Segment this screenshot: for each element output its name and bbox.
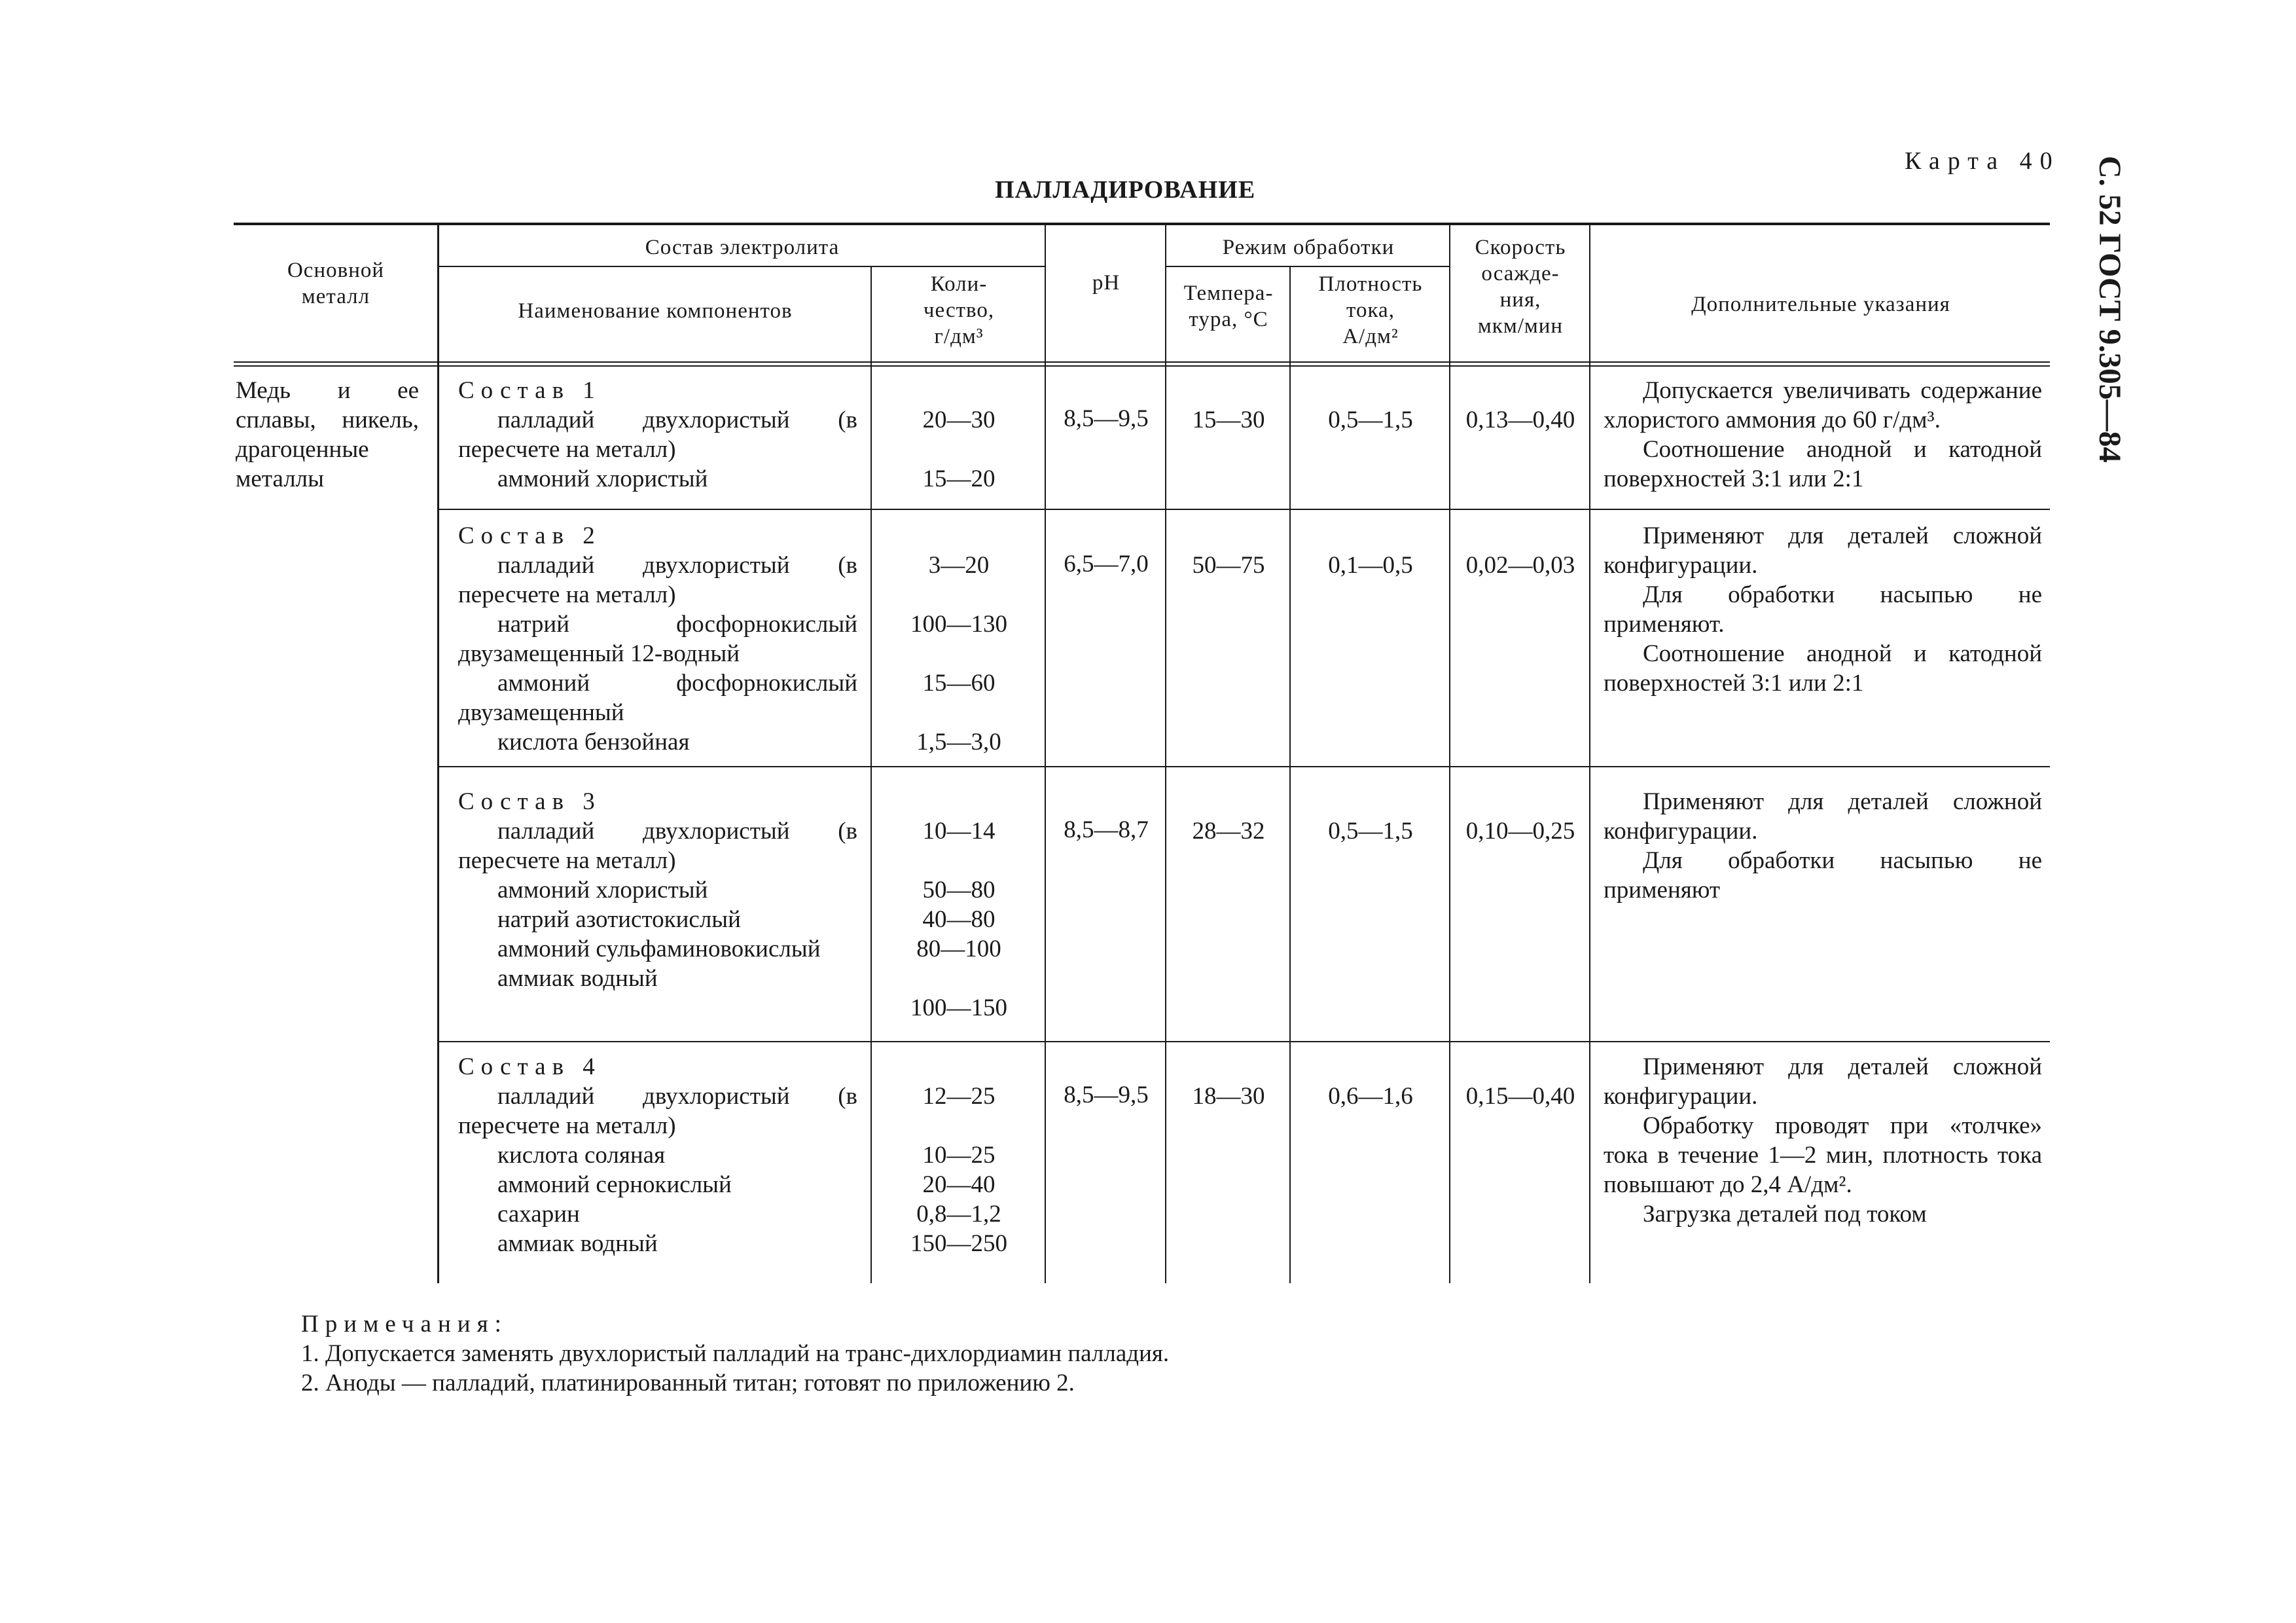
note-text: Для обработки насыпью не применяют (1604, 847, 2042, 903)
page-label: Карта 40 (1905, 147, 2060, 175)
component-qty: 80—100 (916, 936, 1001, 962)
spacer (873, 698, 1045, 727)
header-base-metal (236, 257, 436, 310)
component-qty: 15—20 (922, 465, 996, 492)
row-separator-1 (439, 509, 2050, 510)
spacer (873, 639, 1045, 668)
component-name: палладий двухлористый (в пересчете на металл) (458, 818, 857, 874)
header-quantity (873, 271, 1045, 350)
speed-value: 0,10—0,25 (1465, 818, 1575, 845)
base-metal-cell: Медь и ее сплавы, никель, драгоценные металлы (236, 377, 419, 492)
composition-quantities (873, 405, 1045, 494)
notes-cell (1604, 521, 2042, 698)
header-density-line: А/дм² (1342, 325, 1399, 348)
composition-quantities (873, 816, 1045, 1023)
composition-name: Состав 3 (458, 788, 601, 815)
temperature-value: 50—75 (1192, 552, 1265, 579)
col-line-3 (1045, 224, 1046, 1283)
col-line-6 (1449, 224, 1450, 1283)
speed-value: 0,13—0,40 (1465, 407, 1575, 433)
temperature-value: 15—30 (1192, 407, 1265, 433)
header-quantity-line: чество, (923, 299, 995, 322)
side-label: С. 52 ГОСТ 9.305—84 (2092, 156, 2127, 463)
component-name: натрий азотистокислый (497, 906, 741, 933)
component-qty: 1,5—3,0 (916, 729, 1001, 756)
component-qty: 10—25 (922, 1142, 996, 1169)
footnotes (301, 1309, 1169, 1398)
header-speed-line: мкм/мин (1477, 314, 1564, 338)
density-value: 0,5—1,5 (1328, 407, 1413, 433)
component-name: натрий фосфорнокислый двузамещенный 12-водный (458, 611, 857, 667)
table-top-border (234, 223, 2050, 225)
component-qty: 40—80 (922, 906, 996, 933)
col-line-4 (1165, 224, 1166, 1283)
component-name: аммиак водный (497, 965, 658, 992)
col-line-7 (1589, 224, 1590, 1283)
header-speed (1452, 234, 1589, 339)
component-qty: 0,8—1,2 (916, 1201, 1001, 1228)
composition-components (458, 376, 857, 494)
note-text: Применяют для деталей сложной конфигурации. (1604, 1053, 2042, 1110)
component-name: палладий двухлористый (в пересчете на металл) (458, 407, 857, 463)
composition-quantities (873, 551, 1045, 757)
density-value: 0,5—1,5 (1328, 818, 1413, 845)
header-bottom-line-2 (234, 365, 2050, 367)
note-text: Применяют для деталей сложной конфигурации. (1604, 788, 2042, 845)
density-value: 0,6—1,6 (1328, 1083, 1413, 1110)
component-qty: 10—14 (922, 818, 996, 845)
note-text: Для обработки насыпью не применяют. (1604, 581, 2042, 638)
density-value: 0,1—0,5 (1328, 552, 1413, 579)
header-density (1292, 271, 1449, 350)
header-ph: рН (1092, 271, 1121, 295)
component-name: аммоний сернокислый (497, 1171, 732, 1198)
composition-components (458, 787, 857, 993)
header-quantity-line: Коли- (930, 272, 988, 296)
note-text: Загрузка деталей под током (1643, 1201, 1927, 1228)
component-name: кислота бензойная (497, 729, 690, 756)
composition-components (458, 1052, 857, 1258)
component-qty: 20—30 (922, 407, 996, 433)
component-name: аммоний хлористый (497, 465, 708, 492)
header-sub-line-mode (1166, 266, 1450, 267)
header-base-metal-line: металл (301, 285, 370, 308)
ph-value: 8,5—8,7 (1064, 816, 1149, 843)
spacer (873, 580, 1045, 610)
composition-quantities (873, 1082, 1045, 1258)
component-name: аммоний фосфорнокислый двузамещенный (458, 670, 857, 726)
header-density-line: тока, (1346, 299, 1395, 322)
spacer (873, 1111, 1045, 1140)
header-notes: Дополнительные указания (1691, 293, 1950, 316)
note-text: Допускается увеличивать содержание хлористого аммония до 60 г/дм³. (1604, 377, 2042, 433)
component-name: палладий двухлористый (в пересчете на металл) (458, 1083, 857, 1139)
header-electrolyte: Состав электролита (645, 236, 840, 259)
spacer (873, 435, 1045, 464)
speed-value: 0,15—0,40 (1465, 1083, 1575, 1110)
header-bottom-line-1 (234, 361, 2050, 363)
component-name: аммиак водный (497, 1230, 658, 1257)
component-qty: 20—40 (922, 1171, 996, 1198)
header-temperature-line: Темпера- (1183, 282, 1274, 305)
header-component-name: Наименование компонентов (518, 299, 793, 323)
temperature-value: 18—30 (1192, 1083, 1265, 1110)
spacer (873, 964, 1045, 993)
notes-cell (1604, 1052, 2042, 1229)
col-line-5 (1289, 267, 1291, 1283)
component-name: кислота соляная (497, 1142, 666, 1169)
ph-value: 6,5—7,0 (1064, 551, 1149, 577)
note-text: Соотношение анодной и катодной поверхностей 3:1 или 2:1 (1604, 436, 2042, 492)
notes-cell (1604, 787, 2042, 905)
component-qty: 150—250 (910, 1230, 1007, 1257)
note-text: Обработку проводят при «толчке» тока в течение 1—2 мин, плотность тока повышают до 2,4 А/дм². (1604, 1112, 2042, 1198)
temperature-value: 28—32 (1192, 818, 1265, 845)
footnotes-title: Примечания: (301, 1311, 508, 1338)
note-text: Соотношение анодной и катодной поверхностей 3:1 или 2:1 (1604, 640, 2042, 697)
header-speed-line: Скорость (1475, 236, 1566, 259)
component-qty: 100—150 (910, 994, 1007, 1021)
header-temperature (1168, 280, 1289, 333)
composition-components (458, 521, 857, 757)
header-density-line: Плотность (1318, 272, 1423, 296)
component-qty: 50—80 (922, 877, 996, 903)
composition-name: Состав 1 (458, 377, 601, 404)
ph-value: 8,5—9,5 (1064, 1082, 1149, 1108)
note-text: Применяют для деталей сложной конфигурации. (1604, 522, 2042, 579)
component-qty: 100—130 (910, 611, 1007, 638)
col-line-1 (437, 224, 439, 1283)
component-qty: 15—60 (922, 670, 996, 697)
composition-name: Состав 2 (458, 522, 601, 549)
component-name: аммоний хлористый (497, 877, 708, 903)
header-speed-line: ния, (1499, 288, 1541, 312)
notes-cell (1604, 376, 2042, 494)
ph-value: 8,5—9,5 (1064, 405, 1149, 432)
header-sub-line-electrolyte (439, 266, 1046, 267)
header-mode: Режим обработки (1222, 236, 1395, 259)
col-line-2 (870, 267, 872, 1283)
component-qty: 3—20 (928, 552, 990, 579)
header-temperature-line: тура, °С (1189, 308, 1268, 331)
speed-value: 0,02—0,03 (1465, 552, 1575, 579)
spacer (873, 846, 1045, 875)
component-qty: 12—25 (922, 1083, 996, 1110)
header-base-metal-line: Основной (287, 259, 385, 282)
row-separator-2 (439, 766, 2050, 767)
component-name: аммоний сульфаминовокислый (497, 936, 821, 962)
page-title: ПАЛЛАДИРОВАНИЕ (995, 176, 1256, 204)
component-name: палладий двухлористый (в пересчете на металл) (458, 552, 857, 608)
footnote-item: 1. Допускается заменять двухлористый палладий на транс-дихлордиамин палладия. (301, 1340, 1170, 1367)
header-speed-line: осажде- (1481, 262, 1560, 285)
component-name: сахарин (497, 1201, 580, 1228)
footnote-item: 2. Аноды — палладий, платинированный титан; готовят по приложению 2. (301, 1370, 1075, 1396)
header-quantity-line: г/дм³ (934, 325, 984, 348)
row-separator-3 (439, 1041, 2050, 1042)
composition-name: Состав 4 (458, 1053, 601, 1080)
